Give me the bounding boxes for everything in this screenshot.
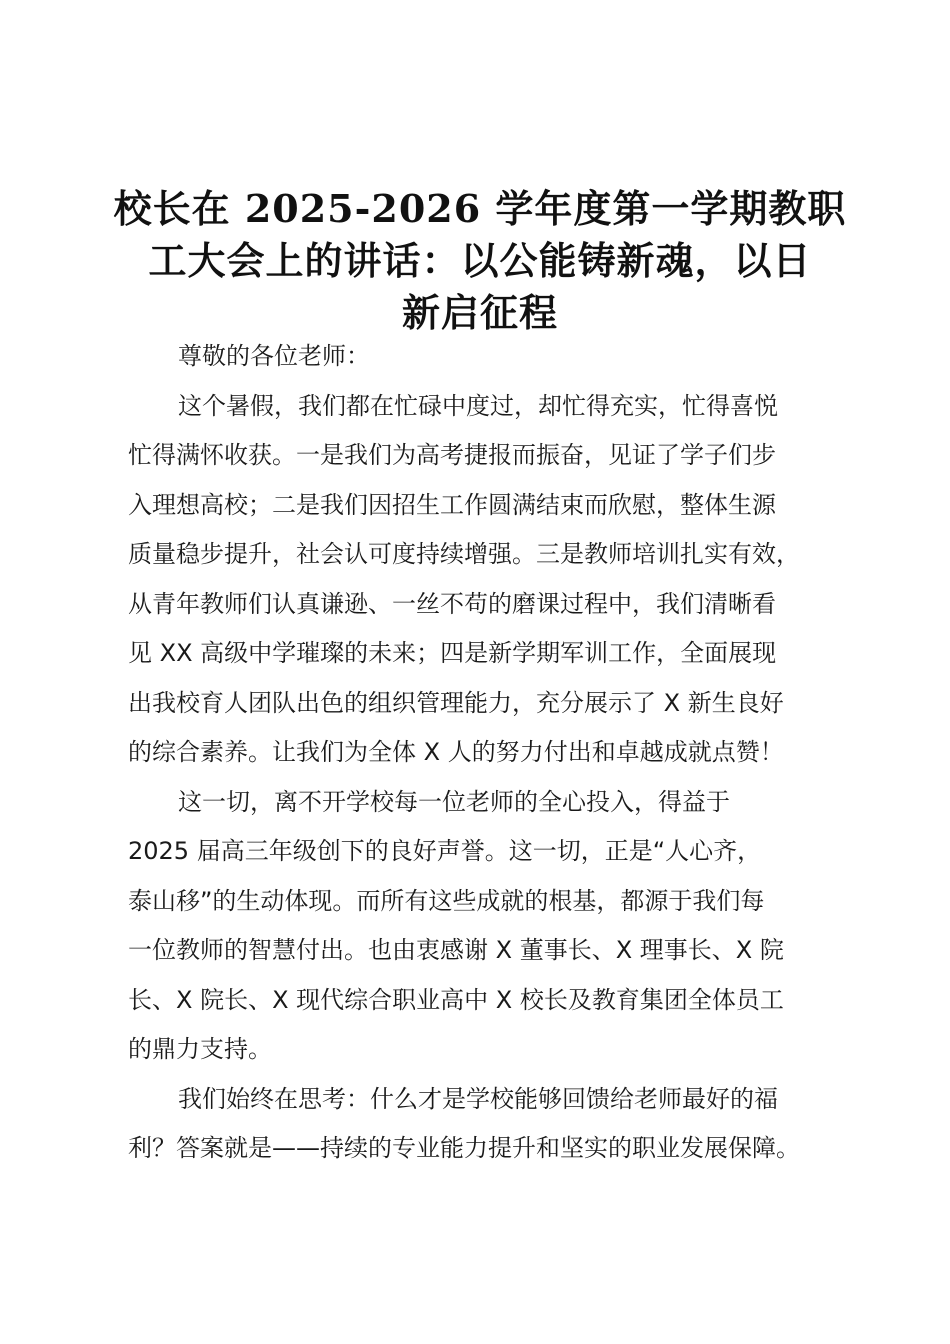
- body-line: 出我校育人团队出色的组织管理能力，充分展示了 X 新生良好: [128, 688, 784, 717]
- title-line: 校长在 2025-2026 学年度第一学期教职: [113, 186, 847, 231]
- body-line: 我们始终在思考：什么才是学校能够回馈给老师最好的福: [178, 1084, 778, 1113]
- body-line: 2025 届高三年级创下的良好声誉。这一切，正是“人心齐，: [128, 837, 762, 865]
- body-line: 这个暑假，我们都在忙碌中度过，却忙得充实，忙得喜悦: [178, 391, 778, 420]
- body-line: 泰山移”的生动体现。而所有这些成就的根基，都源于我们每: [128, 886, 765, 915]
- body-line: 这一切，离不开学校每一位老师的全心投入，得益于: [178, 787, 730, 816]
- body-line: 见 XX 高级中学璀璨的未来；四是新学期军训工作，全面展现: [128, 639, 777, 667]
- title-line: 新启征程: [401, 290, 558, 335]
- document-title: [110, 183, 850, 339]
- body-line: 一位教师的智慧付出。也由衷感谢 X 董事长、X 理事长、X 院: [128, 936, 784, 964]
- body-line: 的鼎力支持。: [128, 1035, 272, 1063]
- salutation: 尊敬的各位老师：: [178, 342, 370, 370]
- body-line: 长、X 院长、X 现代综合职业高中 X 校长及教育集团全体员工: [128, 985, 784, 1014]
- body-line: 忙得满怀收获。一是我们为高考捷报而振奋，见证了学子们步: [128, 441, 776, 469]
- body-line: 入理想高校；二是我们因招生工作圆满结束而欣慰，整体生源: [128, 490, 776, 519]
- body-line: 质量稳步提升，社会认可度持续增强。三是教师培训扎实有效，: [128, 540, 800, 568]
- document-body: [128, 332, 848, 1174]
- body-line: 的综合素养。让我们为全体 X 人的努力付出和卓越成就点赞！: [128, 738, 784, 766]
- body-line: 利？答案就是——持续的专业能力提升和坚实的职业发展保障。: [128, 1134, 800, 1162]
- title-line: 工大会上的讲话：以公能铸新魂，以日: [148, 238, 812, 283]
- body-line: 从青年教师们认真谦逊、一丝不苟的磨课过程中，我们清晰看: [128, 589, 776, 618]
